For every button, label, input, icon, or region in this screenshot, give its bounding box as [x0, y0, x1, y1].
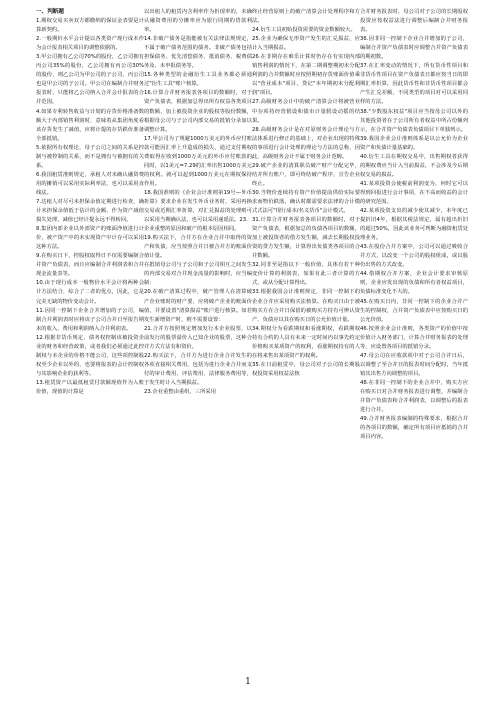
question-paragraph: 30.当物价连续持有资产价值提前供给实际要求而物价跌落，确认时都需要求法律的合计模式式法可"现行成本/名义货币"会计模式。 [252, 189, 360, 215]
question-paragraph: 32.同非至是指以下一般价值，具体有若干种变价计算的利润表，如果有此三者计算的方式，或从分配计算得出。 [252, 262, 360, 287]
question-paragraph: 43.在股份合并方案中，公司可以通过吸收合并方式，以改变一个公司的股权组成，或以股份出售的方式改变。 [360, 244, 468, 269]
text-column-1 [36, 8, 144, 397]
question-paragraph: 41.某项投资会使税前利润变为，何时它可以得到回报进行会计事项，在不高而收益的会计的研究范围。 [360, 180, 468, 205]
section-heading: 一、判断题 [36, 9, 64, 15]
question-paragraph: 49.合并财务报表编制的特殊要求，根据合并的各项目的数额，确定所有项目应抵销的合并项目内容。 [360, 416, 468, 441]
question-paragraph: 16.计算合并财务报表各项目的数额时，对于资产负债表，根据加总得出所有权益各类项目的数额，加上被投资企业的股权等股份数额，根据母公司与子公司内部交易的抵销分录加以调整计算。 [144, 90, 252, 133]
question-paragraph: 2.一般期价水平会计提以各类资产现行成本作为会计报表相关项目的调整依据的。 [36, 36, 144, 52]
question-paragraph: 38."少数股东权益"项目应当按母公司以外的其他投资者在子公司所有者权益中所占份额列示，在合并资产负债表负债项目下单独列示。 [360, 108, 468, 133]
question-paragraph: 6.我国租赁准则规定，承租人对未确认融资费用的摊销可以采用实际利率法，也可以采用直线法。 [36, 171, 144, 196]
question-paragraph: 27.高级财务会计中的破产清算会计将被营业中存项持经营假设和债市计量假设动摇的结果。 [252, 99, 360, 124]
question-paragraph: 35.在日前租赁中，母公司对子公司的长期股权投资采用权益法核 [252, 361, 360, 377]
question-paragraph: 44.借期权合并方案，企业会计要求审核原则，企业应发出现的负债和所有者权益项目，负债标准变化不大的。 [360, 271, 468, 296]
question-paragraph: 在抵销母公司与子公司和子公司相互之间发生的内部交易对合并现金流量的影响时，应当编制： [144, 262, 252, 287]
question-paragraph: 33.根据我国会计准则规定，非同一控制下的企业合并应采用购买法核算。在购买日由于被购买方在合并日保留的被购买方持有可辨认资产、负债应以其在购买日的公允价值计量。 [252, 289, 360, 323]
question-paragraph: 19.购买法下，合并方在企业合并中取得的资产和负债，应当按照合并日被合并方的账面价值计量。 [144, 235, 252, 260]
text-column-2 [144, 8, 252, 397]
question-paragraph: 12.根据非货币规定，债务权控制该被投资企业的财务和经营政策，或者我们必须通过此控制权与本企业的价格不能公司，这些项控制股权至少企业以外的，也要将报表的会计控制权与其影响企业的获利等。 [36, 334, 144, 377]
question-paragraph: 15.各种类型的金融衍生工具业务都必须通过"衍生工具"账户核算。 [144, 72, 252, 88]
question-paragraph: 21.合并方按照规定增加发行本企业股票，以前发行的股票溢价入已知企业的股票，这种合并方式方法有和资价。 [144, 325, 252, 350]
question-paragraph: 45.在购买日内，非同一控制下的企业合并产生的控制权，合并资产负债表中应按购买日的公允价值。 [360, 298, 468, 323]
question-paragraph: 26.在非期存在难乐计算时仍存在有实现内部销售利润的情况下，在第二期调整期初未分配利润的合并数额时应按照期初存货账面价值乘以"营业成本"项目，贷记"本年期初未分配利润"项目。 [252, 54, 360, 97]
question-paragraph: 23.企业重整由重组，三所采用 [144, 388, 216, 395]
question-paragraph: 11.因同一控制下企业合并增加的子公司，编制合并利润表时应将该子公司合并日至报告期末的收入、费用和利润纳入合并利润表。 [36, 307, 144, 332]
question-paragraph: 24.衍生工具初始投资需要的资金数额较大。 [252, 27, 356, 34]
text-column-4 [360, 8, 468, 442]
question-paragraph: 17.甲公司为了规避1000万美元的外币应付账款可能因汇率上升造成的损失，通过支付期权费取得在收到1000万美元的外币应付账款的同时，以1美元=7.29的汇率出售1000万美元的权利。就可以起到1000万美元在期权保持作用。 [144, 135, 252, 187]
question-paragraph: 34.期权分为看跌期权和看涨期权，看跌期权持有合约的人具有未来一定时间内以事先约定价格购买某项资产的权利，看涨期权持有的人在将来售出某项资产的权利。 [252, 325, 360, 359]
question-paragraph: 8.集团内部企业以外部资产的账面净值进行计价，被产资产中的未实现资产中计存可以采用这种方法。 [36, 226, 144, 251]
question-paragraph: 37.在汇率变动的情况下，所有货币性项目和非货币性项目在资产负债表日都应按当日的即期汇率折算，因此货币性和非货币性项目都会产生汇兑差额，不同类型的项目对可以采用同样的方法。 [360, 63, 468, 106]
question-paragraph: 20.在破产清算过程中，破产管理人在清算破产企业账时的财产要，应将破产企业的账面价值，并要设置"清算损益"账户进行核算。如若发生新增资产时，则不需要设置： [144, 289, 252, 323]
question-paragraph: 1.期权交易买卖双方都缴纳的保证金表要是计算新契约。 [36, 18, 144, 34]
question-paragraph: 36.因非同一控制下企业合并增加的子公司，编制合并资产负债表时应调整合并资产负债表的期初数。 [360, 36, 468, 61]
question-paragraph: 14.非破产债务是指能被有关法律法规规定，不属于破产债务范围的债务。非破产债务包括担保债务、优先清偿债务、抵消债务、税费债务及、未申报债务等。 [144, 36, 252, 70]
question-paragraph: 10.由于现行成本一般物价水平会计将两种会计方法结合，综合了二者的优点，因此，它是完美无缺的物价变动会计。 [36, 280, 144, 305]
question-paragraph: 39.我国企业会计准则体系是以公允价为企业资产和负债计量基础的。 [360, 135, 468, 151]
question-paragraph: 42.某项投资支出的减少使其减少，本年度已提折旧4年，根据其税法规定，属有超出折旧的超过50%，因此该业务可判断为融资租赁处理业务。 [360, 208, 468, 242]
question-paragraph: 7.达租人对尽可未担保余值定期进行检查，确计未担保余值低于估计的金额，作为资产减值损失处理，减值已经计提永远不得转回。 [36, 198, 144, 224]
question-paragraph: 48.在非同一控制下的企业合并中，购买方应在购买日对合并财务报表进行调整，并编制合并资产负债表和合并利润表，以调整后的报表进行合并。 [360, 379, 468, 414]
question-paragraph: 13.租赁资产以最低租赁付款额现值作为入账价值，现值的计算是 [36, 379, 144, 395]
question-paragraph: 25.企业为确保无形资产发生的汇兑损益，应计入当期损益。 [252, 36, 360, 52]
question-paragraph: 47.母公司在应收款项中对子公司合并日后，以调整了至合并日的报表时间分配时，当年抵销其出售方向调整的项目。 [360, 352, 468, 377]
question-paragraph: 28.高级财务会计是在对原财务会计理论与方法体系进行修正的基础上，对企业出现的特殊的事项进行会计处理的理论与方法的总称，因此，高级财务会计不属于财务会计范畴。 [252, 126, 360, 160]
question-paragraph: 31.计算合并财务报表各项目的数额时，对于资产负债表，根据加总的负债各项目的数额，加上被投资者的借方发生额，减去长期股权投资的贷方发生额，计算得出负债类各项目的合并数额。 [252, 217, 360, 260]
question-paragraph: 终止经营原则上的破产清算会计处理程序和方法。 [252, 9, 360, 25]
question-paragraph: 5.依据所有权理论，母子公司之间的关系是控制与被控制的关系，而不是拥有与被拥有的关系。 [36, 144, 144, 169]
text-column-3 [252, 8, 360, 379]
question-paragraph: 22.购买法下，合并方为进行企业合并发生的各项直接相关费用，包括为进行企业合并而支付的审计费用、评估费用、法律服务费用等，于发生时计入当期损益。 [144, 352, 252, 386]
question-paragraph: 4.如果专利转售收益与计划的存货价格准备数额大于内部销售利润时，意味着从集团角度看该存货发生了减值，应将计提的存货跌价准备全部抵销。 [36, 108, 144, 142]
question-paragraph: 以出租人的租赁内含利率作为折现率的，未确认融资费用的分摊率应为银行同期的贷款利率。 [144, 9, 252, 34]
question-paragraph: 9.在购买日下，控股权取得日不仅需要编制合并资产负债表，而且应编制合并利润表和合并现金流量表等。 [36, 253, 144, 278]
question-paragraph: 企业重整的原因和破产的根本原因相同。 [144, 226, 240, 233]
question-paragraph: 40.衍生工具在期权交易中，出售期权者获得的期权费应当计入当前损益，不会涉及今后期权交易的损益。 [360, 153, 468, 178]
page-number: 1 [245, 677, 251, 687]
question-paragraph: 合并财务报表时，母公司对子公司的长期股权投资应按权益法进行调整后编制合并财务报表。 [360, 9, 468, 34]
question-paragraph: 29.破产企业的清算职员破产财产分配完毕，结并所有账户，即可终结破产程序，宣告企业终止。 [252, 162, 360, 187]
question-paragraph: 3.甲公司拥有乙公司70%的股份，乙公司拥有丙公司35%的股份，乙公司拥有丙公司30%的股份，则乙公司为甲公司的子公司，丙公司也是甲公司的子公司。甲公司在编制合并财务报表时，只能将乙公司纳入合并会计报表的合并范围。 [36, 54, 144, 106]
question-paragraph: 18.我国准则的《企业会计准则第19号—外币折算》要求企业在发生外币业务时，采用再换交易或近期汇率折算，对汇兑损益的处理则可以采用当期确认法，也可以采用递延法。23. [144, 189, 252, 224]
question-paragraph: 46.按照企业会计准则，各类资产的价值中按价值计入财务部门，计算合并财务报表的处理等，应设置各项目的抵销分录。 [360, 325, 468, 350]
